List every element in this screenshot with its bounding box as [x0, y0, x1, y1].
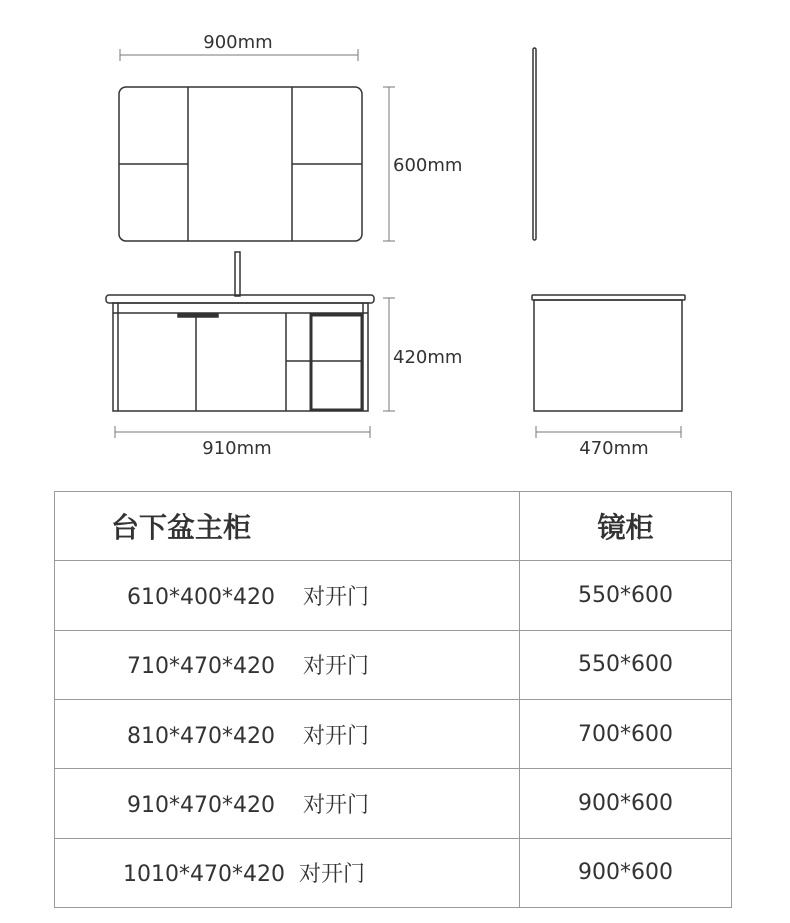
- cabinet-size: 710*470*420: [127, 654, 275, 680]
- mirror-size: 900*600: [520, 769, 732, 838]
- table-row: [55, 699, 732, 768]
- faucet: [235, 252, 240, 296]
- size-spec-table: [54, 491, 732, 908]
- door-type: 对开门: [303, 792, 370, 818]
- header-main-cabinet: 台下盆主柜: [55, 492, 520, 561]
- door-type: 对开门: [303, 654, 370, 680]
- mirror-width-label: 900mm: [203, 32, 273, 53]
- vanity-cabinet-side: [532, 295, 685, 411]
- cabinet-size: 1010*470*420: [123, 862, 285, 888]
- mirror-cabinet-side: [533, 48, 536, 240]
- cabinet-size: 810*470*420: [127, 723, 275, 749]
- door-type: 对开门: [303, 723, 370, 749]
- table-row: [55, 838, 732, 907]
- door-type: 对开门: [303, 584, 370, 610]
- table-row: [55, 630, 732, 699]
- cabinet-depth-label: 470mm: [579, 438, 649, 459]
- cabinet-size: 910*470*420: [127, 792, 275, 818]
- cabinet-size: 610*400*420: [127, 584, 275, 610]
- vanity-cabinet-front: [113, 303, 368, 411]
- mirror-size: 900*600: [520, 838, 732, 907]
- cabinet-width-label: 910mm: [202, 438, 272, 459]
- mirror-size: 550*600: [520, 630, 732, 699]
- mirror-cabinet-front: [119, 87, 362, 241]
- mirror-height-label: 600mm: [393, 155, 463, 176]
- cabinet-handle: [178, 314, 218, 317]
- mirror-size: 700*600: [520, 699, 732, 768]
- table-row: [55, 769, 732, 838]
- table-header-row: [55, 492, 732, 561]
- header-mirror-cabinet: 镜柜: [520, 492, 732, 561]
- mirror-size: 550*600: [520, 561, 732, 630]
- cabinet-height-label: 420mm: [393, 347, 463, 368]
- door-type: 对开门: [299, 862, 366, 888]
- cabinet-width-dimension-line: [115, 426, 370, 438]
- glass-door: [311, 315, 362, 410]
- table-row: [55, 561, 732, 630]
- cabinet-depth-dimension-line: [536, 426, 681, 438]
